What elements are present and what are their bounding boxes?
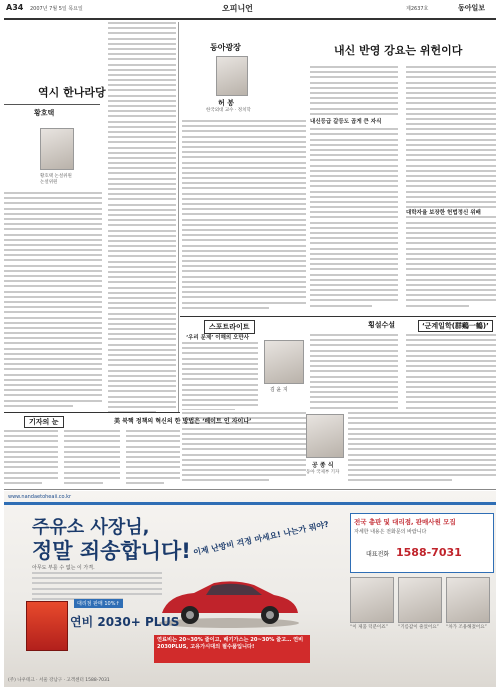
reporter-box: [4, 414, 252, 486]
column-left-title: 역시 한나라당: [38, 86, 106, 99]
essay-box: [310, 318, 496, 412]
editorial-body-a: [310, 66, 398, 312]
divider: [4, 104, 100, 105]
column-square: [182, 22, 306, 312]
ad-top-rule: [4, 489, 496, 490]
author-photo: [216, 56, 248, 96]
spotlight-author: 김 윤 지: [270, 387, 288, 393]
spotlight-box: [182, 318, 306, 410]
header-rule: [4, 18, 496, 20]
ad-slogan: 이제 난방비 걱정 마세요! 나는가 뭐야?: [192, 519, 330, 558]
reporter-body-b: [64, 430, 120, 486]
ad-url: www.nandaetoheaii.co.kr: [8, 494, 72, 500]
divider: [180, 316, 496, 317]
ad-body-text: [32, 572, 162, 600]
page-header: [0, 0, 500, 20]
essay-quote: ‘군계일학(群鷄一鶴)’: [418, 320, 493, 332]
spotlight-title: 스포트라이트: [204, 320, 255, 334]
spotlight-body: [182, 342, 258, 410]
masthead-logo: 동아일보: [458, 4, 486, 12]
ad-offer: 연료비는 20~30% 줄이고, 배기가스는 20~30% 줄고… 연비2030PLUS, 고유가시대의 필수품입니다!: [154, 635, 310, 663]
page-number: A34: [6, 3, 24, 12]
testimonial-quote-1: “이 제품 덕분이죠”: [350, 625, 388, 630]
divider: [178, 22, 179, 412]
testimonial-photo-1: [350, 577, 394, 623]
testimonial-quote-2: “기름값이 줄었어요”: [398, 625, 439, 630]
column-square-author-title: 한국외대 교수 · 정치학: [206, 108, 251, 113]
reporter-body-c: [126, 430, 180, 486]
editorial-subhead-2: 대학자율 보장한 헌법정신 위배: [406, 208, 496, 216]
reporter-headline: 美 북핵 정책의 혁신의 한 방법은 ‘베이트 인 자이나’: [114, 418, 252, 425]
issue-number: 제2637호: [406, 6, 429, 12]
editorial-body-b: [406, 66, 496, 312]
author-name: 황호택: [34, 109, 55, 117]
essay-body-b: [406, 334, 496, 412]
author-caption: 황호택 논설위원: [40, 174, 72, 179]
column-left-body-a: [4, 192, 102, 412]
column-square-title: 동아광장: [210, 43, 241, 52]
recruit-title: 전국 총판 및 대리점, 판매사원 모집: [354, 518, 456, 526]
phone-number[interactable]: 1588-7031: [396, 546, 462, 559]
advertisement: [4, 491, 496, 687]
ad-fine-print: (주) 나우테크 · 서울 강남구 · 고객센터 1588-7031: [8, 678, 110, 683]
ad-headline-2: 정말 죄송합니다!: [32, 539, 191, 563]
editorial: [310, 22, 496, 312]
editorial-subhead-1: 내신등급 갈등도 곱게 큰 자식: [310, 117, 398, 125]
testimonial-photo-2: [398, 577, 442, 623]
section-name: 오피니언: [222, 4, 253, 13]
author-photo: [40, 128, 74, 170]
column-left: [4, 22, 176, 412]
spotlight-quote: ‘우리 문제’ 이해의 오만사: [186, 335, 250, 341]
product-name: 연비 2030+ PLUS: [70, 615, 180, 629]
phone-label: 대표전화: [366, 551, 390, 558]
essay-author: 공 종 식: [312, 462, 334, 469]
essay-title: 횡설수설: [368, 321, 396, 329]
testimonial-photo-3: [446, 577, 490, 623]
reporter-body-a: [4, 430, 58, 486]
column-square-author: 허 봉: [218, 99, 234, 107]
reporter-title: 기자의 눈: [24, 416, 64, 428]
divider: [4, 412, 180, 413]
ad-headline-1: 주유소 사장님,: [32, 517, 150, 538]
essay-tail: [348, 412, 496, 488]
essay-body-a: [310, 334, 398, 412]
essay-author-title: 동아 국제부 기자: [306, 470, 340, 475]
product-box: [26, 601, 68, 651]
column-left-body-b: [108, 22, 176, 412]
ad-top-band: [4, 502, 496, 505]
column-square-body: [182, 120, 306, 312]
ad-body: 아무도 부를 수 없는 이 가격.: [32, 565, 95, 571]
product-badge: 대리점 판매 10%↑: [74, 599, 123, 608]
author-title: 논설위원: [40, 180, 58, 185]
testimonial-quote-3: “차가 조용해졌어요”: [446, 625, 487, 630]
author-photo: [306, 414, 344, 458]
issue-date: 2007년 7월 5일 목요일: [30, 6, 83, 12]
recruit-subtitle: 자세한 내용은 전화문의 바랍니다: [354, 529, 427, 535]
author-photo: [264, 340, 304, 384]
editorial-title: 내신 반영 강요는 위헌이다: [334, 44, 463, 57]
